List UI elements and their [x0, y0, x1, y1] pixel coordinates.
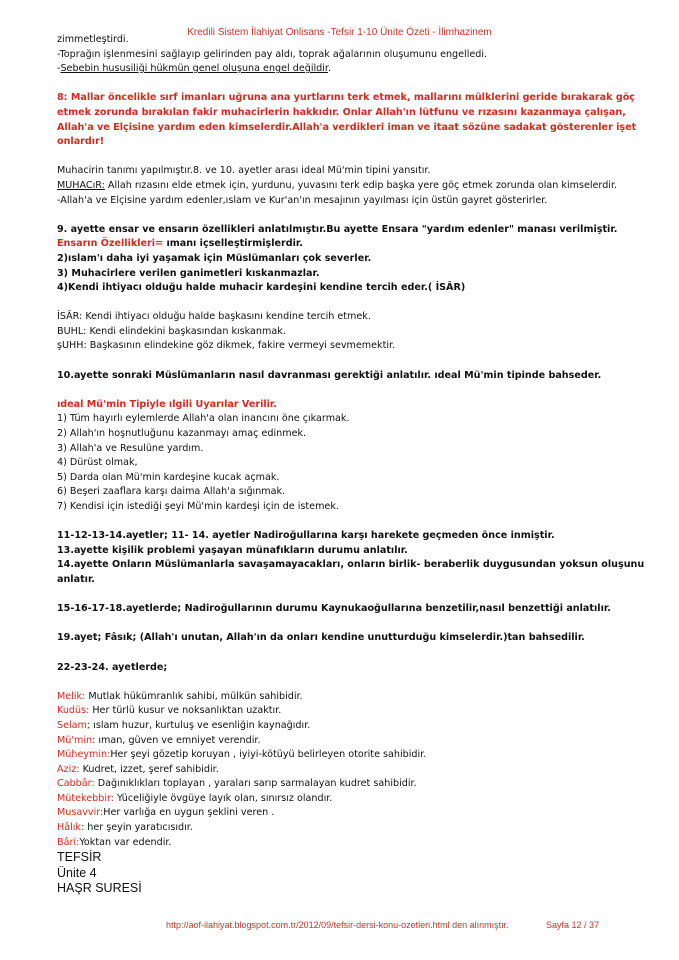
text-line: 19.ayet; Fâsık; (Allah'ı unutan, Allah'ın da onları kendine unutturduğu kimselerdir.)tan bahsedilir.: [57, 632, 585, 644]
list-item: Selam; ıslam huzur, kurtuluş ve esenliğin kaynağıdır.: [57, 719, 311, 731]
list-item: Melik: Mutlak hükümranlık sahibi, mülkün sahibidir.: [57, 690, 303, 702]
unit-label: Ünite 4: [57, 865, 97, 880]
list-item: Bâri:Yoktan var edendir.: [57, 836, 172, 848]
list-item: 6) Beşeri zaaflara karşı daima Allah'a sığınmak.: [57, 486, 286, 498]
ayet-8-paragraph: 8: Mallar öncelikle sırf imanları uğruna ana yurtlarını terk etmek, mallarını mülklerini geride bırakarak göç etmek zorunda bırakılan fakir muhacirlerin hakkıdır. Onlar Allah'ın lütfunu ve rızasını kazanmaya çalışan, Allah'a ve Elçisine yardım eden kimselerdir.Allah'a verdikleri iman ve itaat sözüne sadakat gösterenler işet onlardır!: [57, 92, 637, 148]
text-line: 11-12-13-14.ayetler; 11- 14. ayetler Nadiroğullarına karşı harekete geçmeden önce inmiştir.: [57, 530, 555, 542]
text-line: 22-23-24. ayetlerde;: [57, 661, 168, 673]
list-item: Mü'min: ıman, güven ve emniyet verendir.: [57, 734, 261, 746]
list-item: Aziz: Kudret, izzet, şeref sahibidir.: [57, 763, 219, 775]
list-item: Kudüs: Her türlü kusur ve noksanlıktan uzaktır.: [57, 705, 282, 717]
list-item: 3) Allah'a ve Resulüne yardım.: [57, 442, 204, 454]
course-label: TEFSİR: [57, 850, 102, 865]
list-item: 4)Kendi ihtiyacı olduğu halde muhacir kardeşini kendine tercih eder.( İSÂR): [57, 282, 466, 294]
list-item: Müheymin:Her şeyi gözetip koruyan , iyiyi-kötüyü belirleyen otorite sahibidir.: [57, 749, 427, 761]
list-item: Cabbâr: Dağınıklıkları toplayan , yaraları sarıp sarmalayan kudret sahibidir.: [57, 778, 417, 790]
ensar-features-heading: Ensarın Özellikleri= ımanı içselleştirmişlerdir.: [57, 238, 303, 250]
list-item: Hâlık: her şeyin yaratıcısıdır.: [57, 822, 193, 834]
list-item: Musavvir:Her varlığa en uygun şeklini veren .: [57, 807, 275, 819]
definition-line: şUHH: Başkasının elindekine göz dikmek, fakire vermeyi sevmemektir.: [57, 340, 396, 352]
text-line: 14.ayette Onların Müslümanlarla savaşamayacakları, onların birlik- beraberlik duygusundan yoksun oluşunu anlatır.: [57, 559, 645, 585]
surah-label: HAŞR SURESİ: [57, 881, 142, 896]
page-number: Sayfa 12 / 37: [546, 920, 600, 930]
page-footer: [166, 920, 600, 930]
list-item: 1) Tüm hayırlı eylemlerde Allah'a olan inancını öne çıkarmak.: [57, 413, 350, 425]
divine-names-list: [57, 690, 657, 851]
page-header: Kredili Sistem İlahiyat Onlisans -Tefsir 1-10 Ünite Özeti - İlimhazinem: [187, 27, 492, 38]
text-line: 13.ayette kişilik problemi yaşayan münafıkların durumu anlatılır.: [57, 544, 408, 556]
text-line: zimmetleştirdi.: [57, 34, 129, 45]
list-item: 2)ıslam'ı daha iyi yaşamak için Müslümanları çok severler.: [57, 252, 372, 264]
list-item: 4) Dürüst olmak,: [57, 457, 138, 469]
definition-line: BUHL: Kendi elindekini başkasından kıskanmak.: [57, 325, 286, 337]
text-line: 15-16-17-18.ayetlerde; Nadiroğullarının durumu Kaynukaoğullarına benzetilir,nasıl benzettiği anlatılır.: [57, 603, 611, 615]
list-item: 3) Muhacirlere verilen ganimetleri kıskanmazlar.: [57, 267, 320, 279]
definition-line: İSÂR: Kendi ihtiyacı olduğu halde başkasını kendine tercih etmek.: [57, 311, 371, 323]
text-line: -Allah'a ve Elçisine yardım edenler,ıslam ve Kur'an'ın mesajının yayılması için üstün gayret gösterirler.: [57, 194, 548, 206]
text-line: -Sebebin hususiliği hükmün genel oluşuna engel değildir.: [57, 63, 332, 75]
list-item: 5) Darda olan Mü'min kardeşine kucak açmak.: [57, 471, 280, 483]
ayet-9-heading: 9. ayette ensar ve ensarın özellikleri anlatılmıştır.Bu ayette Ensara "yardım edenler" manası verilmiştir.: [57, 223, 618, 235]
list-item: 2) Allah'ın hoşnutluğunu kazanmayı amaç edinmek.: [57, 428, 307, 440]
list-item: 7) Kendisi için istediği şeyi Mü'min kardeşi için de istemek.: [57, 501, 339, 512]
list-item: Mütekebbir: Yüceliğiyle övgüye layık olan, sınırsız olandır.: [57, 792, 333, 804]
definition-muhacir: MUHACıR: Allah rızasını elde etmek için, yurdunu, yuvasını terk edip başka yere göç etmek zorunda olan kimselerdir.: [57, 179, 618, 191]
text-line: -Toprağın işlenmesini sağlayıp gelirinden pay aldı, toprak ağalarının oluşumunu engelledi.: [57, 48, 488, 60]
ayet-10-heading: 10.ayette sonraki Müslümanların nasıl davranması gerektiği anlatılır. ıdeal Mü'min tipinde bahseder.: [57, 369, 602, 381]
source-url: http://aof-ilahiyat.blogspot.com.tr/2012/09/tefsir-dersi-konu-ozetleri.html den alınmıştır.: [166, 920, 509, 930]
document-body: [57, 33, 657, 897]
text-line: Muhacirin tanımı yapılmıştır.8. ve 10. ayetler arası ideal Mü'min tipini yansıtır.: [57, 165, 431, 177]
warnings-heading: ıdeal Mü'min Tipiyle ılgili Uyarılar Verilir.: [57, 398, 277, 410]
underlined-rule: Sebebin hususiliği hükmün genel oluşuna engel değildir: [60, 63, 328, 75]
